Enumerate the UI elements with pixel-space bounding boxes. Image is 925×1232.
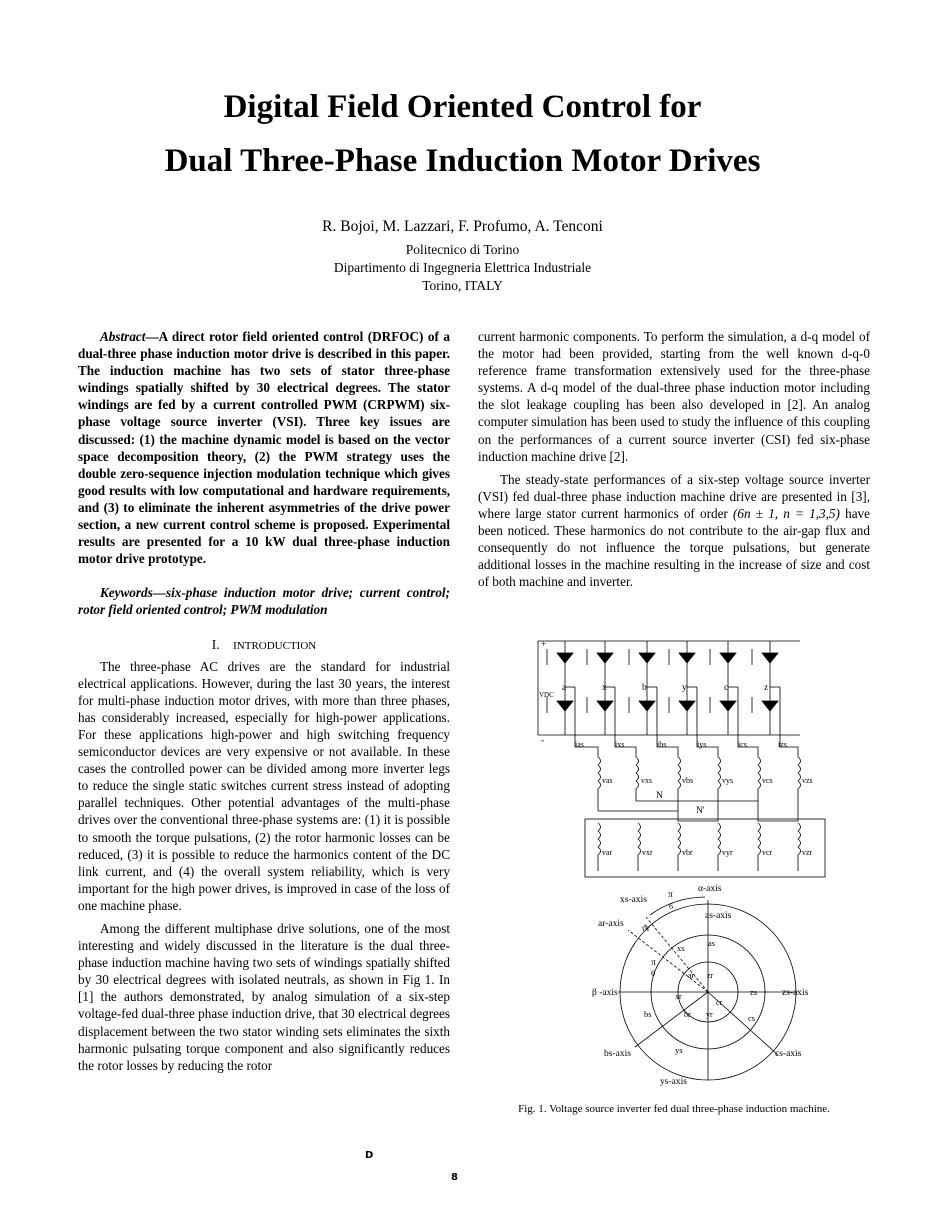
voltage-label-vcs: vcs (762, 776, 773, 785)
pi-label-inner: π (651, 958, 656, 968)
inverter-legs (547, 641, 780, 735)
leg-label-a: a (562, 683, 567, 693)
ys-axis-label: ys-axis (660, 1077, 687, 1087)
harmonic-order-formula: (6n ± 1, n = 1,3,5) (733, 505, 840, 521)
voltage-label-var: var (602, 848, 613, 857)
neutral-label-n: N (656, 791, 663, 801)
leg-label-z: z (764, 683, 769, 693)
leg-x (587, 641, 615, 735)
stator-label-xs: xs (677, 943, 685, 953)
voltage-label-vxr: vxr (642, 848, 653, 857)
current-label-ias: ias (575, 740, 584, 749)
dc-plus-label: + (541, 640, 547, 650)
current-label-ixs: ixs (615, 740, 625, 749)
authors: R. Bojoi, M. Lazzari, F. Profumo, A. Tenconi (322, 218, 603, 235)
intro-paragraph-1: The three-phase AC drives are the standard for industrial electrical applications. However, during the last 30 years, the interest for multi-phase induction motor drives, with more than three phases, has considerably increased, especially for high-power applications. For these applications high-power and high switching frequency semiconductor devices are very expensive or not available. In these cases the controlled power can be divided among more inverter legs to reduce the single static switches current stress instead of adopting parallel techniques. Other potential advantages of the multi-phase drives over the conventional three-phase systems are: (1) it is possible to smooth the torque pulsations, (2) the rotor harmonic losses can be reduced, (3) it is possible to reduce the harmonics content of the DC link current, and (4) the overall system reliability, which is very important for the high power drives, is improved in case of the loss of one machine phase. (78, 658, 450, 913)
six-label-inner: 6 (651, 969, 655, 978)
bs-axis-line (635, 992, 708, 1047)
right-paragraph-2 (478, 471, 870, 591)
zs-axis-label: zs-axis (782, 988, 809, 998)
figure-1 (530, 635, 830, 1100)
abstract-text: A direct rotor field oriented control (DRFOC) of a dual-three phase induction motor drive is described in this paper. The induction machine has two sets of stator three-phase windings spatially shifted by 30 electrical degrees. The stator windings are fed by a current controlled PWM (CRPWM) six-phase voltage source inverter (VSI). Three key issues are discussed: (1) the machine dynamic model is based on the vector space decomposition theory, (2) the PWM strategy uses the double zero-sequence injection modulation technique which gives good results with low computational and hardware requirements, and (3) to eliminate the inherent asymmetries of the drive power section, a new current control scheme is proposed. Experimental results are presented for a 10 kW dual three-phase induction motor drive prototype. (78, 329, 450, 567)
stator-label-zs: zs (750, 987, 758, 997)
ar-axis-label: ar-axis (598, 919, 624, 929)
current-label-ics: ics (738, 740, 747, 749)
abstract (78, 328, 450, 567)
voltage-label-vxs: vxs (641, 776, 653, 785)
voltage-label-vzs: vzs (802, 776, 813, 785)
footer-mark-2: 8 (451, 1172, 458, 1183)
voltage-label-vas: vas (602, 776, 613, 785)
intro-paragraph-2: Among the different multiphase drive solutions, one of the most interesting and widely discussed in the literature is the dual three-phase induction machine having two sets of windings spatially shifted by 30 electrical degrees with isolated neutrals, as shown in Fig 1. In [1] the authors demonstrated, by analog simulation of a six-step voltage-fed dual-three phase induction drive, that 30 electrical degrees displacement between the two stator winding sets eliminates the sixth harmonic pulsating torque component and also significantly reduces the rotor losses by reducing the rotor (78, 921, 450, 1073)
section-number: I. (211, 636, 220, 652)
right-column (478, 328, 870, 590)
right-paragraph-1: current harmonic components. To perform the simulation, a d-q model of the motor had been provided, starting from the well known d-q-0 reference frame transformation extensively used for the three-phase systems. A d-q model of the dual-three phase induction motor including the slot leakage coupling has been also developed in [2]. An analog computer simulation has been used to study the influence of this coupling on the performances of a current source inverter (CSI) fed six-phase induction machine drive [2]. (478, 329, 870, 464)
stator-label-cs: cs (748, 1013, 756, 1023)
ar-axis-line (628, 930, 708, 992)
leg-a (547, 641, 575, 735)
vdc-label: VDC (539, 691, 554, 699)
stator-label-bs: bs (644, 1009, 652, 1019)
leg-label-b: b (642, 683, 647, 693)
current-label-izs: izs (778, 740, 787, 749)
cs-axis-label: cs-axis (775, 1049, 802, 1059)
xs-axis-line (646, 917, 708, 992)
abstract-label: Abstract (100, 329, 146, 344)
rotor-label-cr: cr (716, 998, 723, 1007)
current-label-iys: iys (697, 740, 707, 749)
rotor-label-br: br (684, 1010, 691, 1019)
paper-title-line-1: Digital Field Oriented Control for (223, 89, 702, 125)
right-paragraph-2-part-b: have been noticed. These harmonics do not contribute to the air-gap flux and consequently do not influence the torque pulsations, but generate additional losses in the machine resulting in the increase of size and cost of both machine and inverter. (478, 505, 871, 590)
leg-label-c: c (724, 683, 729, 693)
leg-label-y: y (682, 683, 687, 693)
current-label-ibs: ibs (657, 740, 667, 749)
voltage-label-vcr: vcr (762, 848, 773, 857)
voltage-label-vzr: vzr (802, 848, 813, 857)
xs-axis-label: xs-axis (620, 895, 647, 905)
rotor-windings-box (585, 819, 825, 877)
inverter-circuit (538, 641, 825, 1080)
leg-label-x: x (602, 683, 607, 693)
footer-mark-1: D (365, 1150, 374, 1161)
voltage-label-vbs: vbs (682, 776, 694, 785)
bs-axis-label: bs-axis (604, 1049, 631, 1059)
rotor-label-zr: zr (707, 971, 714, 980)
dc-minus-label: - (541, 736, 545, 746)
keywords: Keywords—six-phase induction motor drive; current control; rotor field oriented control; PWM modulation (78, 585, 450, 618)
stator-label-as: as (708, 938, 716, 948)
rotor-windings (598, 823, 801, 871)
pi-label-top: π (668, 890, 673, 900)
left-column (78, 328, 450, 1074)
voltage-label-vbr: vbr (682, 848, 693, 857)
as-axis-label: as-axis (705, 911, 732, 921)
figure-caption: Fig. 1. Voltage source inverter fed dual three-phase induction machine. (518, 1103, 830, 1115)
affiliation-3: Torino, ITALY (422, 278, 503, 293)
voltage-label-vys: vys (722, 776, 734, 785)
rotor-label-xr: xr (675, 992, 682, 1001)
section-title: INTRODUCTION (233, 639, 317, 652)
voltage-label-vyr: vyr (722, 848, 733, 857)
beta-axis-label: β -axis (592, 988, 618, 998)
affiliation-1: Politecnico di Torino (405, 242, 520, 257)
rotor-label-yr: yr (706, 1010, 713, 1019)
stator-label-ys: ys (675, 1045, 683, 1055)
alpha-axis-label: α-axis (698, 884, 722, 894)
right-paragraph-2-part-a: The steady-state performances of a six-step voltage source inverter (VSI) fed dual-three phase induction machine drive are presented in [3], where large stator current harmonics of order (478, 471, 870, 521)
six-label-top: 6 (669, 902, 673, 911)
rotor-label-ar: ar (688, 971, 695, 980)
abstract-dash: — (145, 329, 159, 344)
theta-r-label: ϑr (642, 924, 650, 934)
paper-title-line-2: Dual Three-Phase Induction Motor Drives (164, 143, 761, 179)
angle-arc-pi6 (650, 897, 705, 915)
section-heading (78, 636, 450, 655)
neutral-label-n-prime: N' (696, 806, 705, 816)
affiliation-2: Dipartimento di Ingegneria Elettrica Industriale (333, 260, 592, 275)
